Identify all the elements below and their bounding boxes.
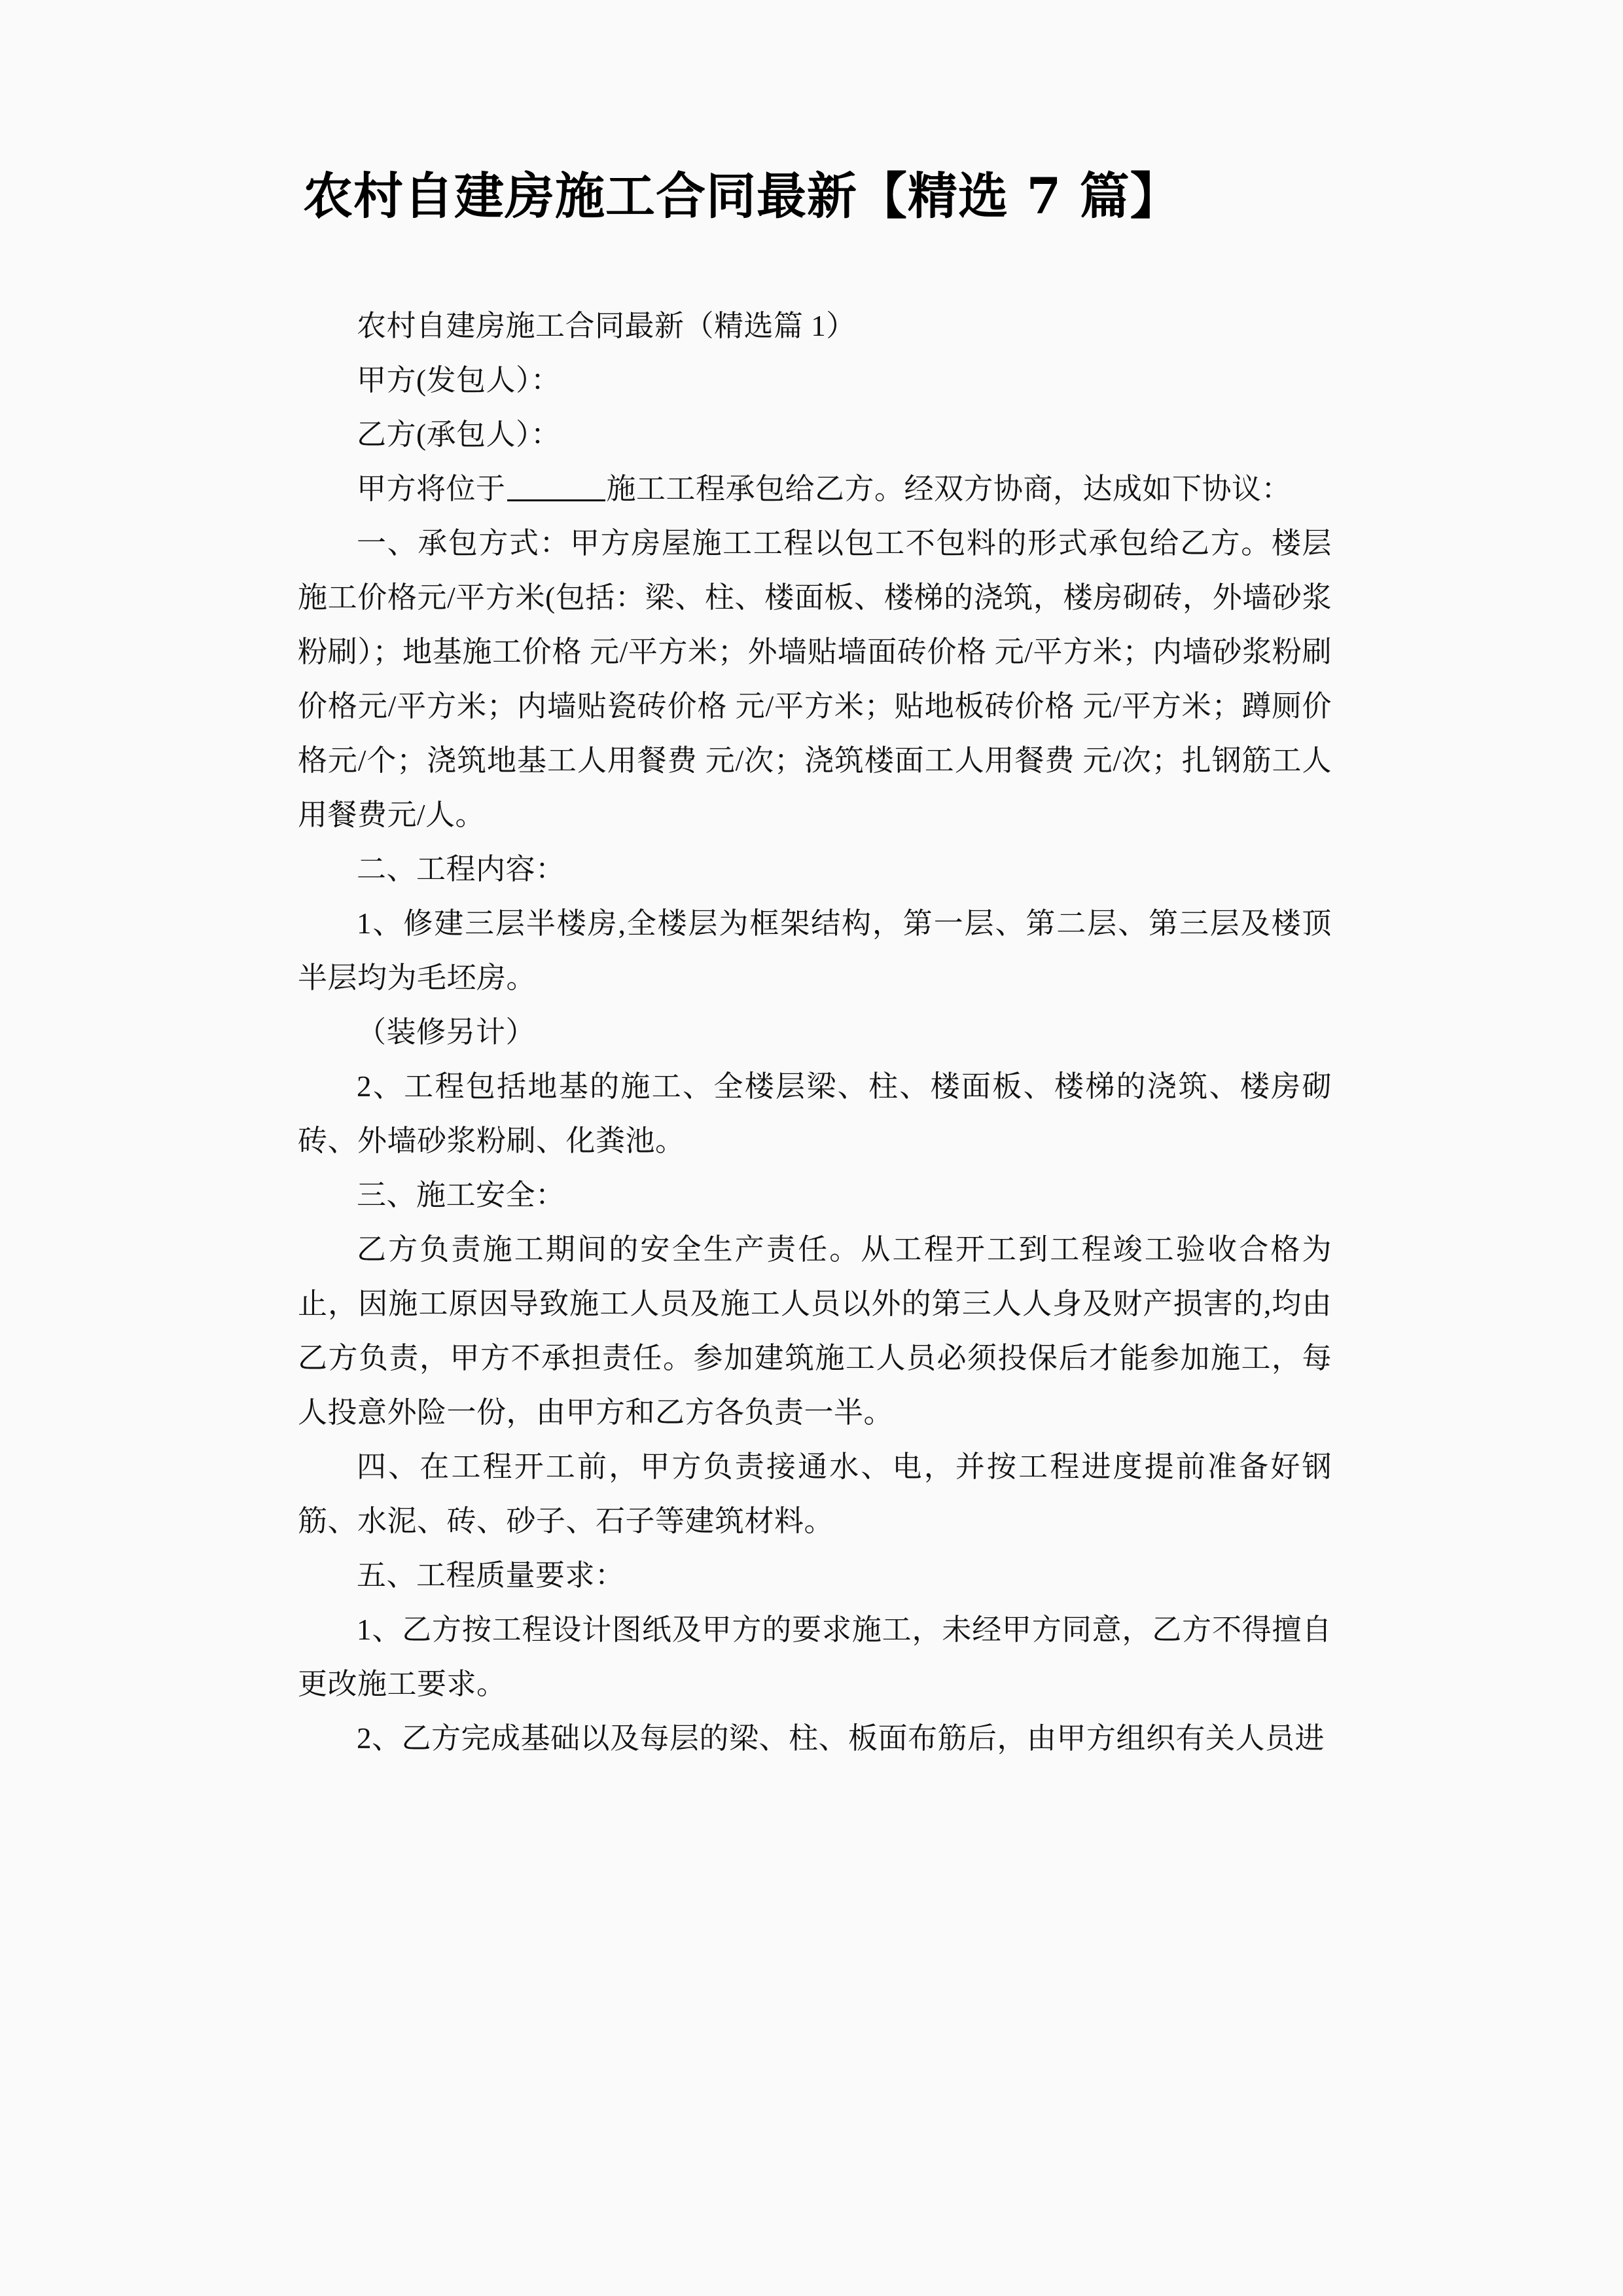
intro-text-before-blank: 甲方将位于 <box>357 472 506 505</box>
section-2-note: （装修另计） <box>357 1015 536 1049</box>
section-1-contracting-method: 一、承包方式：甲方房屋施工工程以包工不包料的形式承包给乙方。楼层施工价格元/平方米(包括：梁、柱、楼面板、楼梯的浇筑，楼房砌砖，外墙砂浆粉刷）；地基施工价格 元/平方米；外墙贴墙面砖价格 元/平方米；内墙砂浆粉刷价格元/平方米；内墙贴瓷砖价格 元/平方米；贴地板砖价格 元/平方米；蹲厕价格元/个；浇筑地基工人用餐费 元/次；浇筑楼面工人用餐费 元/次；扎钢筋工人用餐费元/人。 <box>298 526 1332 831</box>
party-a-label: 甲方(发包人）： <box>357 363 561 397</box>
section-4-preconstruction: 四、在工程开工前，甲方负责接通水、电，并按工程进度提前准备好钢筋、水泥、砖、砂子、石子等建筑材料。 <box>298 1450 1332 1537</box>
section-2-heading: 二、工程内容： <box>357 852 565 886</box>
section-3-body: 乙方负责施工期间的安全生产责任。从工程开工到工程竣工验收合格为止，因施工原因导致施工人员及施工人员以外的第三人人身及财产损害的,均由乙方负责，甲方不承担责任。参加建筑施工人员必须投保后才能参加施工，每人投意外险一份，由甲方和乙方各负责一半。 <box>298 1232 1332 1429</box>
section-5-heading: 五、工程质量要求： <box>357 1558 625 1592</box>
intro-text-after-blank: 施工工程承包给乙方。经双方协商，达成如下协议： <box>606 472 1292 505</box>
title-spacer <box>298 226 1332 299</box>
section-2-item-1: 1、修建三层半楼房,全楼层为框架结构，第一层、第二层、第三层及楼顶半层均为毛坯房。 <box>298 906 1332 994</box>
fill-in-blank-location[interactable] <box>507 499 605 501</box>
page-title: 农村自建房施工合同最新【精选 7 篇】 <box>303 167 1181 225</box>
document-body <box>298 167 1332 1766</box>
section-3-heading: 三、施工安全： <box>357 1178 565 1211</box>
party-b-label: 乙方(承包人）： <box>357 418 561 451</box>
section-5-item-1: 1、乙方按工程设计图纸及甲方的要求施工，未经甲方同意，乙方不得擅自更改施工要求。 <box>298 1613 1332 1700</box>
section-5-item-2: 2、乙方完成基础以及每层的梁、柱、板面布筋后，由甲方组织有关人员进 <box>357 1721 1325 1755</box>
intro-paragraph <box>298 462 1332 516</box>
document-subtitle: 农村自建房施工合同最新（精选篇 1） <box>357 309 856 342</box>
section-2-item-2: 2、工程包括地基的施工、全楼层梁、柱、楼面板、楼梯的浇筑、楼房砌砖、外墙砂浆粉刷、化粪池。 <box>298 1069 1332 1157</box>
